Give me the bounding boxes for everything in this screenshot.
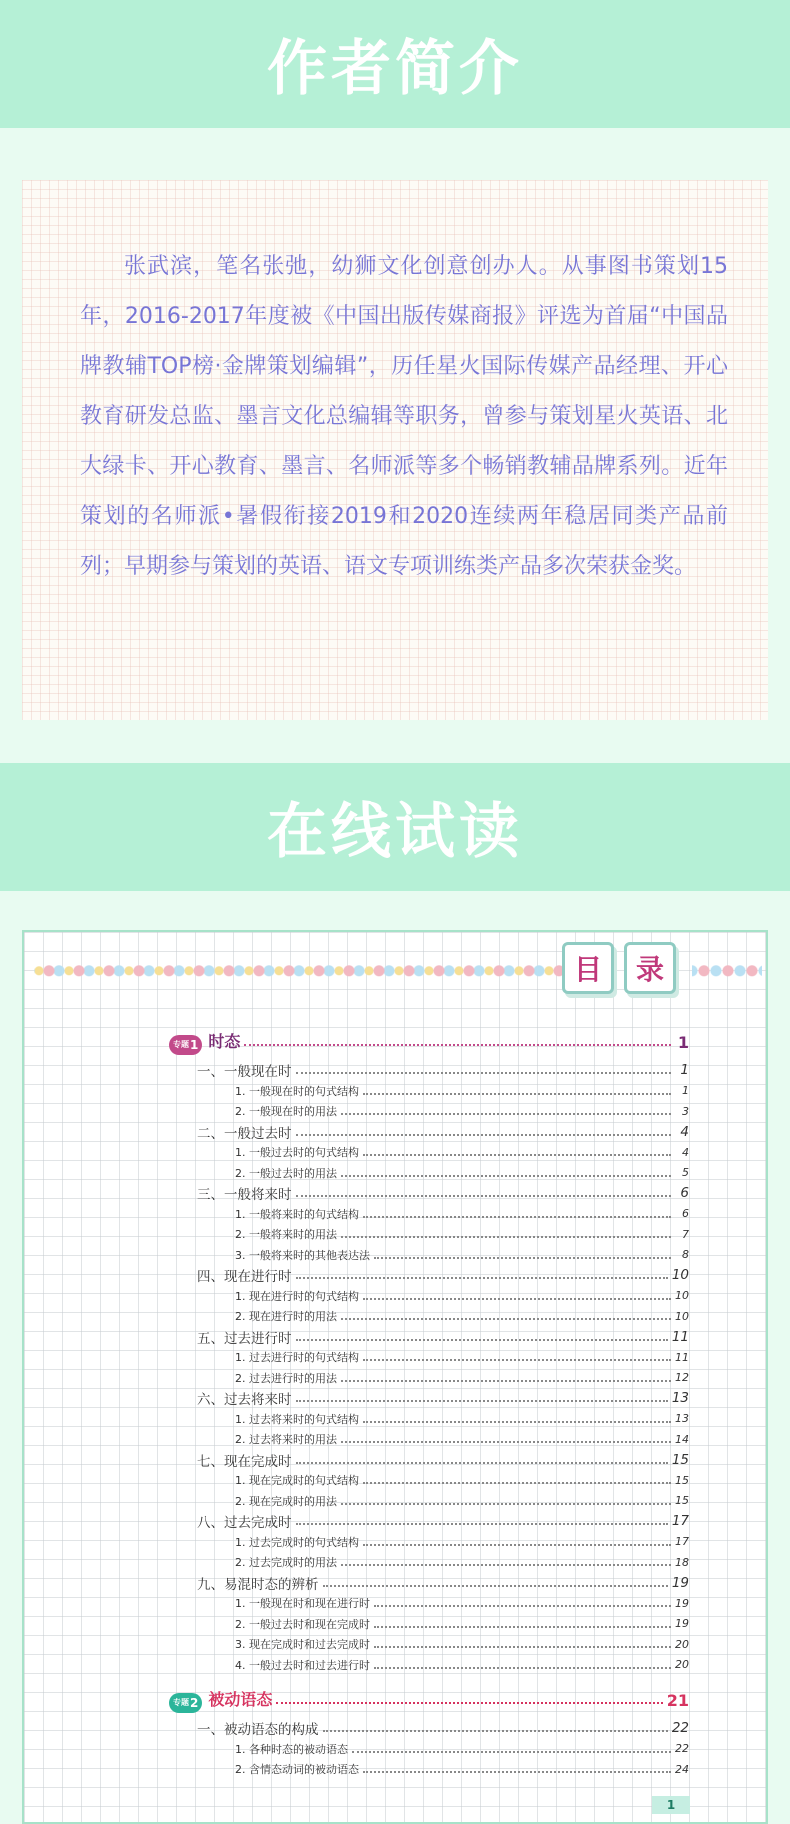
author-intro-banner	[0, 0, 790, 128]
online-preview-banner	[0, 763, 790, 891]
toc-page-number: 15	[671, 1451, 689, 1468]
dot-leader	[296, 1462, 668, 1464]
dot-leader	[374, 1667, 671, 1669]
toc-item-row	[169, 1081, 689, 1102]
toc-section-row	[169, 1573, 689, 1594]
dot-leader	[341, 1564, 671, 1566]
chapter-badge-label: 专题	[173, 1040, 189, 1050]
dot-leader	[363, 1093, 671, 1095]
dot-leader	[363, 1482, 671, 1484]
toc-item-row	[169, 1204, 689, 1225]
toc-section-row	[169, 1718, 689, 1739]
toc-entry-title: 3. 现在完成时和过去完成时	[235, 1638, 370, 1652]
toc-item-row	[169, 1491, 689, 1512]
toc-entry-title: 2. 现在进行时的用法	[235, 1310, 337, 1324]
toc-page-number: 3	[682, 1104, 689, 1118]
toc-entry-title: 2. 过去完成时的用法	[235, 1556, 337, 1570]
toc-item-row	[169, 1552, 689, 1573]
toc-page-number: 20	[675, 1637, 689, 1651]
dot-leader	[296, 1339, 668, 1341]
dot-leader	[296, 1400, 668, 1402]
chapter-title	[169, 1687, 272, 1713]
toc-page-number: 11	[671, 1328, 689, 1345]
toc-list	[169, 1029, 689, 1780]
toc-item-row	[169, 1142, 689, 1163]
toc-item-row	[169, 1759, 689, 1780]
toc-section-row	[169, 1122, 689, 1143]
toc-entry-title: 2. 含情态动词的被动语态	[235, 1763, 359, 1777]
chapter-title-text: 被动语态	[208, 1690, 273, 1710]
toc-entry-title: 4. 一般过去时和过去进行时	[235, 1658, 370, 1672]
toc-page-number: 22	[675, 1742, 689, 1756]
chapter-badge-label: 专题	[173, 1698, 189, 1708]
dot-leader	[352, 1751, 671, 1753]
toc-page-number: 21	[666, 1690, 689, 1710]
toc-item-row	[169, 1739, 689, 1760]
toc-page-number: 20	[675, 1658, 689, 1672]
toc-item-row	[169, 1245, 689, 1266]
toc-entry-title: 五、过去进行时	[197, 1330, 292, 1347]
dot-leader	[374, 1626, 671, 1628]
toc-entry-title: 1. 一般将来时的句式结构	[235, 1207, 359, 1221]
toc-section-row	[169, 1511, 689, 1532]
toc-page-number: 13	[675, 1412, 689, 1426]
online-preview-heading: 在线试读	[267, 797, 523, 867]
chapter-badge	[169, 1035, 202, 1055]
chapter-badge	[169, 1693, 202, 1713]
raindrop-decoration	[34, 954, 564, 978]
toc-item-row	[169, 1368, 689, 1389]
author-bio-card	[22, 180, 768, 720]
toc-page-number: 6	[680, 1185, 689, 1202]
toc-entry-title: 1. 一般现在时的句式结构	[235, 1084, 359, 1098]
toc-page-number: 1	[682, 1084, 689, 1098]
page-number: 1	[652, 1796, 690, 1814]
toc-entry-title: 1. 一般过去时的句式结构	[235, 1146, 359, 1160]
toc-page-number: 4	[682, 1145, 689, 1159]
dot-leader	[276, 1702, 662, 1704]
toc-page-number: 10	[675, 1309, 689, 1323]
toc-item-row	[169, 1593, 689, 1614]
toc-page-number: 12	[675, 1371, 689, 1385]
toc-entry-title: 1. 各种时态的被动语态	[235, 1742, 348, 1756]
chapter-badge-number: 2	[190, 1695, 199, 1710]
toc-page-number: 6	[682, 1207, 689, 1221]
toc-section-row	[169, 1327, 689, 1348]
dot-leader	[296, 1134, 672, 1136]
toc-section-row	[169, 1388, 689, 1409]
toc-item-row	[169, 1532, 689, 1553]
dot-leader	[374, 1257, 671, 1259]
toc-entry-title: 一、被动语态的构成	[197, 1722, 319, 1739]
toc-page-number: 5	[682, 1166, 689, 1180]
toc-entry-title: 1. 一般现在时和现在进行时	[235, 1597, 370, 1611]
toc-entry-title: 1. 现在进行时的句式结构	[235, 1289, 359, 1303]
toc-preview-card	[22, 930, 768, 1824]
toc-item-row	[169, 1614, 689, 1635]
toc-entry-title: 2. 现在完成时的用法	[235, 1494, 337, 1508]
toc-entry-title: 六、过去将来时	[197, 1392, 292, 1409]
toc-entry-title: 2. 一般过去时的用法	[235, 1166, 337, 1180]
toc-entry-title: 一、一般现在时	[197, 1064, 292, 1081]
toc-entry-title: 二、一般过去时	[197, 1125, 292, 1142]
dot-leader	[363, 1544, 671, 1546]
toc-item-row	[169, 1286, 689, 1307]
toc-item-row	[169, 1470, 689, 1491]
toc-entry-title: 四、现在进行时	[197, 1269, 292, 1286]
toc-page-number: 17	[671, 1513, 689, 1530]
dot-leader	[363, 1298, 671, 1300]
toc-entry-title: 2. 一般过去时和现在完成时	[235, 1617, 370, 1631]
toc-item-row	[169, 1101, 689, 1122]
dot-leader	[296, 1277, 668, 1279]
toc-entry-title: 1. 现在完成时的句式结构	[235, 1474, 359, 1488]
toc-entry-title: 3. 一般将来时的其他表达法	[235, 1248, 370, 1262]
toc-page-number: 11	[675, 1350, 689, 1364]
dot-leader	[374, 1646, 671, 1648]
dot-leader	[341, 1236, 671, 1238]
toc-page-number: 8	[682, 1248, 689, 1262]
toc-section-row	[169, 1060, 689, 1081]
dot-leader	[296, 1072, 672, 1074]
toc-entry-title: 1. 过去将来时的句式结构	[235, 1412, 359, 1426]
toc-entry-title: 九、易混时态的辨析	[197, 1576, 319, 1593]
dot-leader	[296, 1195, 672, 1197]
toc-entry-title: 1. 过去进行时的句式结构	[235, 1351, 359, 1365]
dot-leader	[363, 1359, 671, 1361]
dot-leader	[341, 1175, 671, 1177]
toc-page-number: 17	[675, 1535, 689, 1549]
toc-chapter-row	[169, 1029, 689, 1055]
toc-title-tile-2: 录	[624, 942, 676, 994]
toc-section-row	[169, 1183, 689, 1204]
toc-page-number: 19	[675, 1596, 689, 1610]
toc-entry-title: 1. 过去完成时的句式结构	[235, 1535, 359, 1549]
toc-item-row	[169, 1306, 689, 1327]
toc-page-number: 19	[671, 1574, 689, 1591]
author-bio-text: 张武滨，笔名张弛，幼狮文化创意创办人。从事图书策划15年，2016-2017年度被《中国出版传媒商报》评选为首届“中国品牌教辅TOP榜·金牌策划编辑”，历任星火国际传媒产品经理、开心教育研发总监、墨言文化总编辑等职务，曾参与策划星火英语、北大绿卡、开心教育、墨言、名师派等多个畅销教辅品牌系列。近年策划的名师派•暑假衔接2019和2020连续两年稳居同类产品前列；早期参与策划的英语、语文专项训练类产品多次荣获金奖。	[80, 254, 728, 579]
dot-leader	[296, 1523, 668, 1525]
toc-page-number: 1	[680, 1062, 689, 1079]
toc-item-row	[169, 1634, 689, 1655]
toc-page-number: 1	[677, 1032, 689, 1052]
toc-entry-title: 八、过去完成时	[197, 1515, 292, 1532]
dot-leader	[341, 1441, 671, 1443]
toc-title-tile-1: 目	[562, 942, 614, 994]
chapter-title	[169, 1029, 240, 1055]
toc-item-row	[169, 1347, 689, 1368]
dot-leader	[341, 1113, 671, 1115]
chapter-title-text: 时态	[208, 1032, 241, 1052]
toc-item-row	[169, 1224, 689, 1245]
toc-entry-title: 2. 一般现在时的用法	[235, 1105, 337, 1119]
dot-leader	[341, 1380, 671, 1382]
dot-leader	[374, 1605, 671, 1607]
toc-entry-title: 2. 过去进行时的用法	[235, 1371, 337, 1385]
toc-page-number: 15	[675, 1494, 689, 1508]
toc-page-number: 10	[671, 1267, 689, 1284]
toc-section-row	[169, 1450, 689, 1471]
toc-entry-title: 七、现在完成时	[197, 1453, 292, 1470]
dot-leader	[363, 1421, 671, 1423]
toc-page-number: 7	[682, 1227, 689, 1241]
toc-section-row	[169, 1265, 689, 1286]
toc-page-number: 19	[675, 1617, 689, 1631]
raindrop-decoration-right	[692, 954, 762, 978]
chapter-badge-number: 1	[190, 1037, 199, 1052]
dot-leader	[363, 1216, 671, 1218]
toc-chapter-row	[169, 1687, 689, 1713]
toc-page-number: 22	[671, 1720, 689, 1737]
toc-gap	[169, 1675, 689, 1687]
toc-entry-title: 三、一般将来时	[197, 1187, 292, 1204]
toc-item-row	[169, 1429, 689, 1450]
dot-leader	[363, 1771, 671, 1773]
toc-page-number: 10	[675, 1289, 689, 1303]
dot-leader	[323, 1585, 668, 1587]
toc-item-row	[169, 1163, 689, 1184]
dot-leader	[341, 1318, 671, 1320]
toc-entry-title: 2. 一般将来时的用法	[235, 1228, 337, 1242]
toc-page-number: 13	[671, 1390, 689, 1407]
dot-leader	[363, 1154, 671, 1156]
toc-entry-title: 2. 过去将来时的用法	[235, 1433, 337, 1447]
author-intro-heading: 作者简介	[267, 34, 523, 104]
toc-item-row	[169, 1409, 689, 1430]
toc-item-row	[169, 1655, 689, 1676]
toc-page-number: 4	[680, 1123, 689, 1140]
dot-leader	[244, 1044, 671, 1046]
toc-page-number: 14	[675, 1432, 689, 1446]
toc-page-number: 15	[675, 1473, 689, 1487]
dot-leader	[341, 1503, 671, 1505]
toc-page-number: 18	[675, 1555, 689, 1569]
toc-page-number: 24	[675, 1762, 689, 1776]
dot-leader	[323, 1730, 668, 1732]
